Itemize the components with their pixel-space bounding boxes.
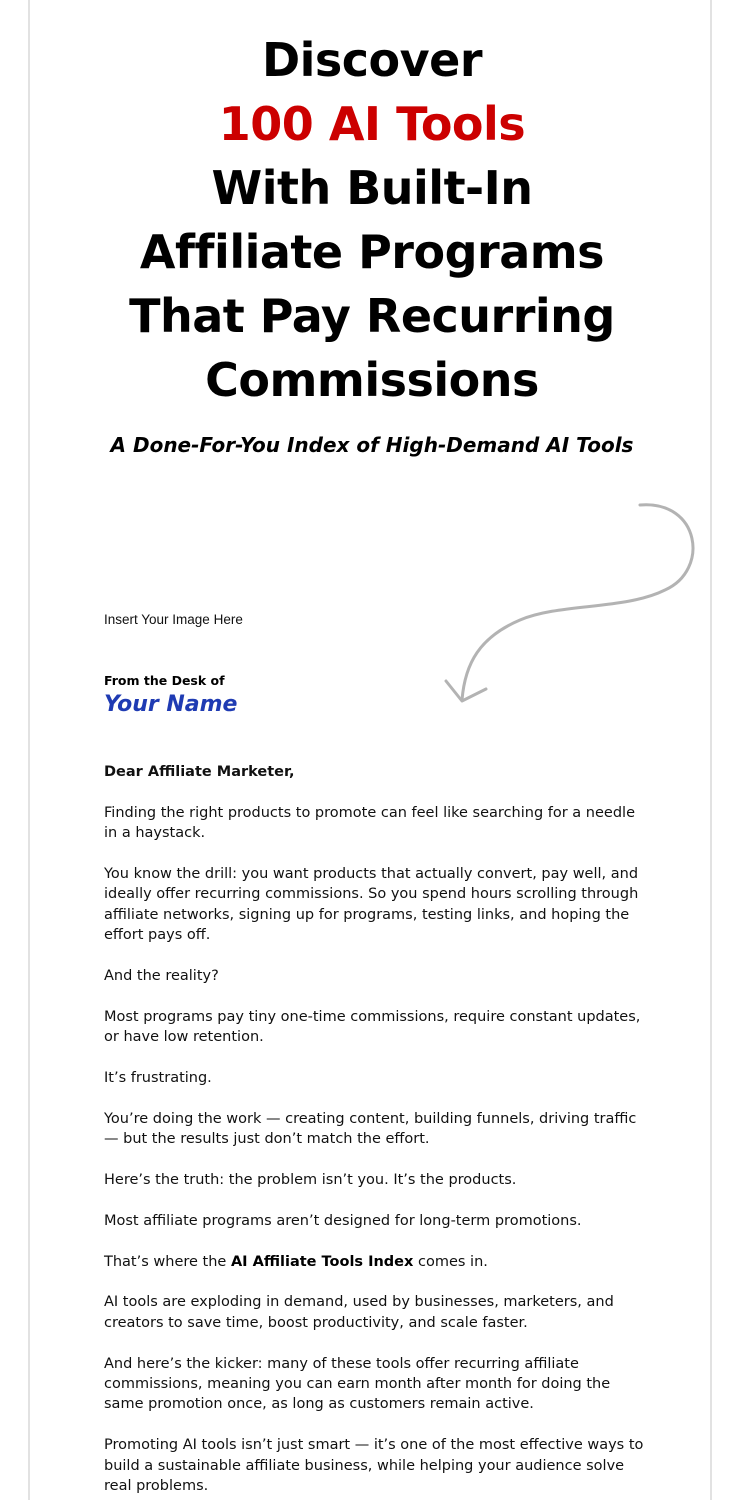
letter-paragraph: You’re doing the work — creating content, building funnels, driving traffic — but the results just don’t match the effort. — [104, 1110, 637, 1148]
headline-line-4: Affiliate Programs — [139, 225, 605, 279]
letter-paragraph: You know the drill: you want products that actually convert, pay well, and ideally offer recurring commissions. So you spend hours scrolling through affiliate networks, signing up for programs, testing links, and hoping the effort pays off. — [104, 866, 639, 944]
headline-line-discover: Discover — [261, 33, 483, 87]
letter-paragraph-index-intro — [104, 1252, 644, 1272]
headline-line-highlight: 100 AI Tools — [218, 97, 526, 151]
headline-line-6: Commissions — [205, 353, 539, 407]
headline-line-5: That Pay Recurring — [129, 289, 615, 343]
letter-paragraph: Most programs pay tiny one-time commissions, require constant updates, or have low retention. — [104, 1008, 641, 1046]
image-placeholder: Insert Your Image Here — [104, 612, 243, 627]
subheadline: A Done-For-You Index of High-Demand AI Tools — [110, 433, 634, 457]
index-intro-after: comes in. — [413, 1253, 488, 1270]
letter-paragraph: It’s frustrating. — [104, 1070, 212, 1087]
headline-line-3: With Built-In — [211, 161, 533, 215]
letter-paragraph: Most affiliate programs aren’t designed for long-term promotions. — [104, 1212, 582, 1229]
letter-paragraph: Finding the right products to promote can feel like searching for a needle in a haystack. — [104, 804, 635, 842]
letter-paragraph: Promoting AI tools isn’t just smart — it’s one of the most effective ways to build a sustainable affiliate business, while helping your audience solve real problems. — [104, 1437, 644, 1495]
product-name: AI Affiliate Tools Index — [230, 1253, 414, 1270]
curved-arrow-icon — [410, 495, 700, 710]
sales-letter — [104, 762, 644, 1500]
desk-label: From the Desk of — [104, 673, 225, 688]
letter-greeting: Dear Affiliate Marketer, — [104, 764, 295, 780]
letter-paragraph: And here’s the kicker: many of these tools offer recurring affiliate commissions, meaning you can earn month after month for doing the same promotion once, as long as customers remain active. — [104, 1355, 611, 1413]
letter-paragraph: AI tools are exploding in demand, used by businesses, marketers, and creators to save time, boost productivity, and scale faster. — [104, 1294, 614, 1331]
sales-page — [28, 0, 712, 1500]
index-intro-before: That’s where the — [104, 1253, 231, 1270]
letter-paragraph: And the reality? — [104, 968, 219, 985]
headline — [30, 28, 712, 412]
letter-paragraph: Here’s the truth: the problem isn’t you. It’s the products. — [104, 1172, 517, 1189]
author-name: Your Name — [104, 692, 238, 717]
